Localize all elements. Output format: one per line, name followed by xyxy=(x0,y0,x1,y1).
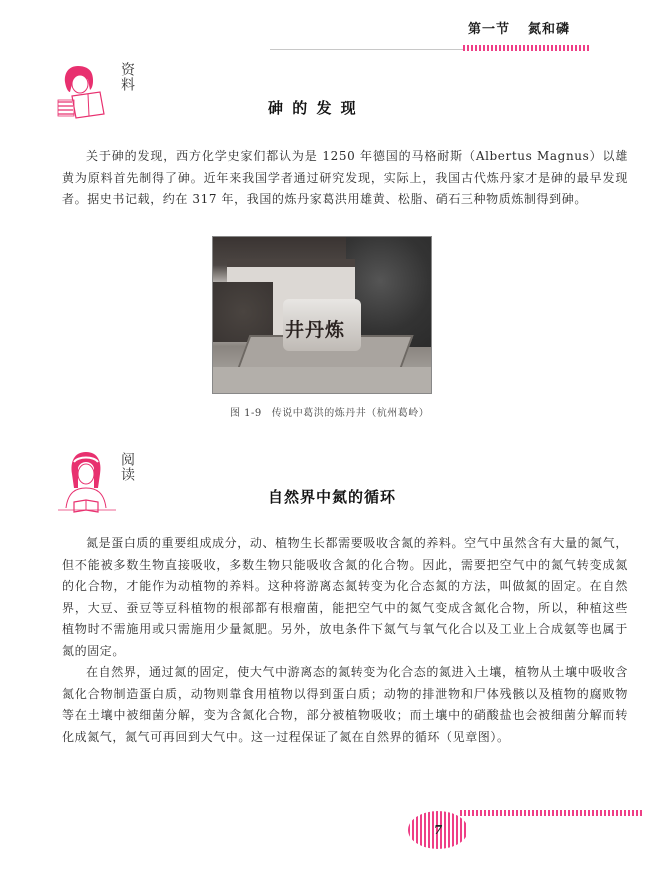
section-title-arsenic: 砷 的 发 现 xyxy=(268,99,358,117)
paragraph: 关于砷的发现，西方化学史家们都认为是 1250 年德国的马格耐斯（Albertus Magnus）以雄黄为原料首先制得了砷。近年来我国学者通过研究发现，实际上，我国古代炼丹家才是砷的最早发现者。据史书记载，约在 317 年，我国的炼丹家葛洪用雄黄、松脂、硝石三种物质炼制得到砷。 xyxy=(62,149,628,206)
nitrogen-cycle-body xyxy=(62,533,628,748)
girl-reading-icon xyxy=(56,62,118,120)
paragraph: 氮是蛋白质的重要组成成分，动、植物生长都需要吸收含氮的养料。空气中虽然含有大量的氮气，但不能被多数生物直接吸收，多数生物只能吸收含氮的化合物。因此，需要把空气中的氮气转变成氮的化合物，才能作为动植物的养料。这种将游离态氮转变为化合态氮的方法，叫做氮的固定。在自然界，大豆、蚕豆等豆科植物的根部都有根瘤菌，能把空气中的氮气变成含氮化合物，所以，种植这些植物时不需施用或只需施用少量氮肥。另外，放电条件下氮气与氧气化合以及工业上合成氨等也属于氮的固定。 xyxy=(62,536,628,658)
girl-reading-icon xyxy=(56,448,118,518)
section-title-nitrogen-cycle: 自然界中氮的循环 xyxy=(268,488,397,506)
box-label-reading: 阅读 xyxy=(119,452,135,482)
arsenic-body xyxy=(62,146,628,211)
stone-inscription: 井丹炼 xyxy=(285,319,346,341)
header-divider xyxy=(270,49,465,50)
box-label-resource: 资料 xyxy=(119,62,135,92)
page-number-badge xyxy=(408,811,468,849)
footer-accent-bar xyxy=(460,810,642,816)
figure-caption xyxy=(230,404,429,419)
figure-number: 图 1-9 xyxy=(230,408,262,419)
figure-caption-text: 传说中葛洪的炼丹井（杭州葛岭） xyxy=(271,408,430,419)
chapter-title: 氮和磷 xyxy=(528,22,571,37)
header-accent-bar xyxy=(463,45,591,51)
paragraph: 在自然界，通过氮的固定，使大气中游离态的氮转变为化合态的氮进入土壤，植物从土壤中吸收含氮化合物制造蛋白质，动物则靠食用植物以得到蛋白质；动物的排泄物和尸体残骸以及植物的腐败物等在土壤中被细菌分解，变为含氮化合物，部分被植物吸收；而土壤中的硝酸盐也会被细菌分解而转化成氮气，氮气可再回到大气中。这一过程保证了氮在自然界的循环（见章图）。 xyxy=(62,665,628,744)
running-header xyxy=(468,18,628,37)
figure-photo-alchemy-well xyxy=(212,236,432,394)
section-number: 第一节 xyxy=(468,22,511,37)
page-number: 7 xyxy=(433,823,443,837)
